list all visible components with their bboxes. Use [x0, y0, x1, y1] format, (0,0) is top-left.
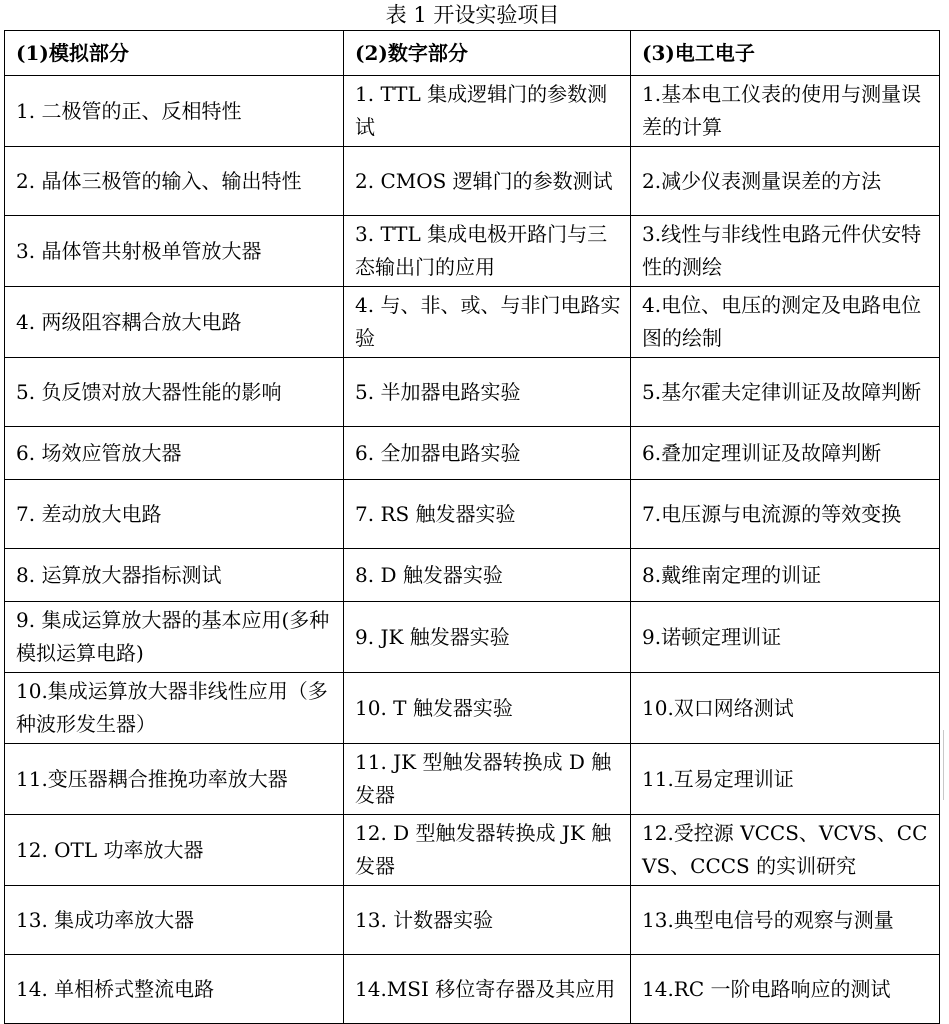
digital-cell: 1. TTL 集成逻辑门的参数测试 [344, 76, 631, 147]
digital-cell: 7. RS 触发器实验 [344, 480, 631, 549]
digital-cell: 13. 计数器实验 [344, 886, 631, 955]
digital-cell: 2. CMOS 逻辑门的参数测试 [344, 147, 631, 216]
electrical-cell: 12.受控源 VCCS、VCVS、CCVS、CCCS 的实训研究 [631, 815, 940, 886]
table-caption: 表 1 开设实验项目 [385, 3, 560, 27]
digital-cell: 4. 与、非、或、与非门电路实验 [344, 287, 631, 358]
header-digital: (2)数字部分 [344, 31, 631, 76]
electrical-cell: 14.RC 一阶电路响应的测试 [631, 955, 940, 1024]
electrical-cell: 8.戴维南定理的训证 [631, 549, 940, 602]
analog-cell: 2. 晶体三极管的输入、输出特性 [5, 147, 344, 216]
analog-cell: 7. 差动放大电路 [5, 480, 344, 549]
table-row [5, 549, 940, 602]
header-electrical: (3)电工电子 [631, 31, 940, 76]
table-row [5, 886, 940, 955]
table-row [5, 815, 940, 886]
electrical-cell: 10.双口网络测试 [631, 673, 940, 744]
digital-cell: 14.MSI 移位寄存器及其应用 [344, 955, 631, 1024]
analog-cell: 8. 运算放大器指标测试 [5, 549, 344, 602]
table-row [5, 955, 940, 1024]
table-row [5, 147, 940, 216]
analog-cell: 4. 两级阻容耦合放大电路 [5, 287, 344, 358]
table-row [5, 76, 940, 147]
analog-cell: 6. 场效应管放大器 [5, 427, 344, 480]
analog-cell: 5. 负反馈对放大器性能的影响 [5, 358, 344, 427]
analog-cell: 9. 集成运算放大器的基本应用(多种模拟运算电路) [5, 602, 344, 673]
electrical-cell: 4.电位、电压的测定及电路电位图的绘制 [631, 287, 940, 358]
analog-cell: 10.集成运算放大器非线性应用（多种波形发生器） [5, 673, 344, 744]
electrical-cell: 5.基尔霍夫定律训证及故障判断 [631, 358, 940, 427]
analog-cell: 13. 集成功率放大器 [5, 886, 344, 955]
digital-cell: 9. JK 触发器实验 [344, 602, 631, 673]
header-analog: (1)模拟部分 [5, 31, 344, 76]
electrical-cell: 11.互易定理训证 [631, 744, 940, 815]
table-header-row [5, 31, 940, 76]
digital-cell: 3. TTL 集成电极开路门与三态输出门的应用 [344, 216, 631, 287]
experiment-table [4, 30, 940, 1024]
table-row [5, 602, 940, 673]
electrical-cell: 9.诺顿定理训证 [631, 602, 940, 673]
digital-cell: 8. D 触发器实验 [344, 549, 631, 602]
digital-cell: 11. JK 型触发器转换成 D 触发器 [344, 744, 631, 815]
table-row [5, 480, 940, 549]
electrical-cell: 1.基本电工仪表的使用与测量误差的计算 [631, 76, 940, 147]
digital-cell: 12. D 型触发器转换成 JK 触发器 [344, 815, 631, 886]
digital-cell: 5. 半加器电路实验 [344, 358, 631, 427]
table-row [5, 216, 940, 287]
electrical-cell: 7.电压源与电流源的等效变换 [631, 480, 940, 549]
page-edge-mark [943, 730, 946, 800]
electrical-cell: 3.线性与非线性电路元件伏安特性的测绘 [631, 216, 940, 287]
table-row [5, 358, 940, 427]
digital-cell: 6. 全加器电路实验 [344, 427, 631, 480]
electrical-cell: 6.叠加定理训证及故障判断 [631, 427, 940, 480]
analog-cell: 1. 二极管的正、反相特性 [5, 76, 344, 147]
digital-cell: 10. T 触发器实验 [344, 673, 631, 744]
analog-cell: 11.变压器耦合推挽功率放大器 [5, 744, 344, 815]
analog-cell: 14. 单相桥式整流电路 [5, 955, 344, 1024]
analog-cell: 3. 晶体管共射极单管放大器 [5, 216, 344, 287]
analog-cell: 12. OTL 功率放大器 [5, 815, 344, 886]
electrical-cell: 13.典型电信号的观察与测量 [631, 886, 940, 955]
table-row [5, 427, 940, 480]
table-row [5, 287, 940, 358]
table-row [5, 744, 940, 815]
electrical-cell: 2.减少仪表测量误差的方法 [631, 147, 940, 216]
table-row [5, 673, 940, 744]
